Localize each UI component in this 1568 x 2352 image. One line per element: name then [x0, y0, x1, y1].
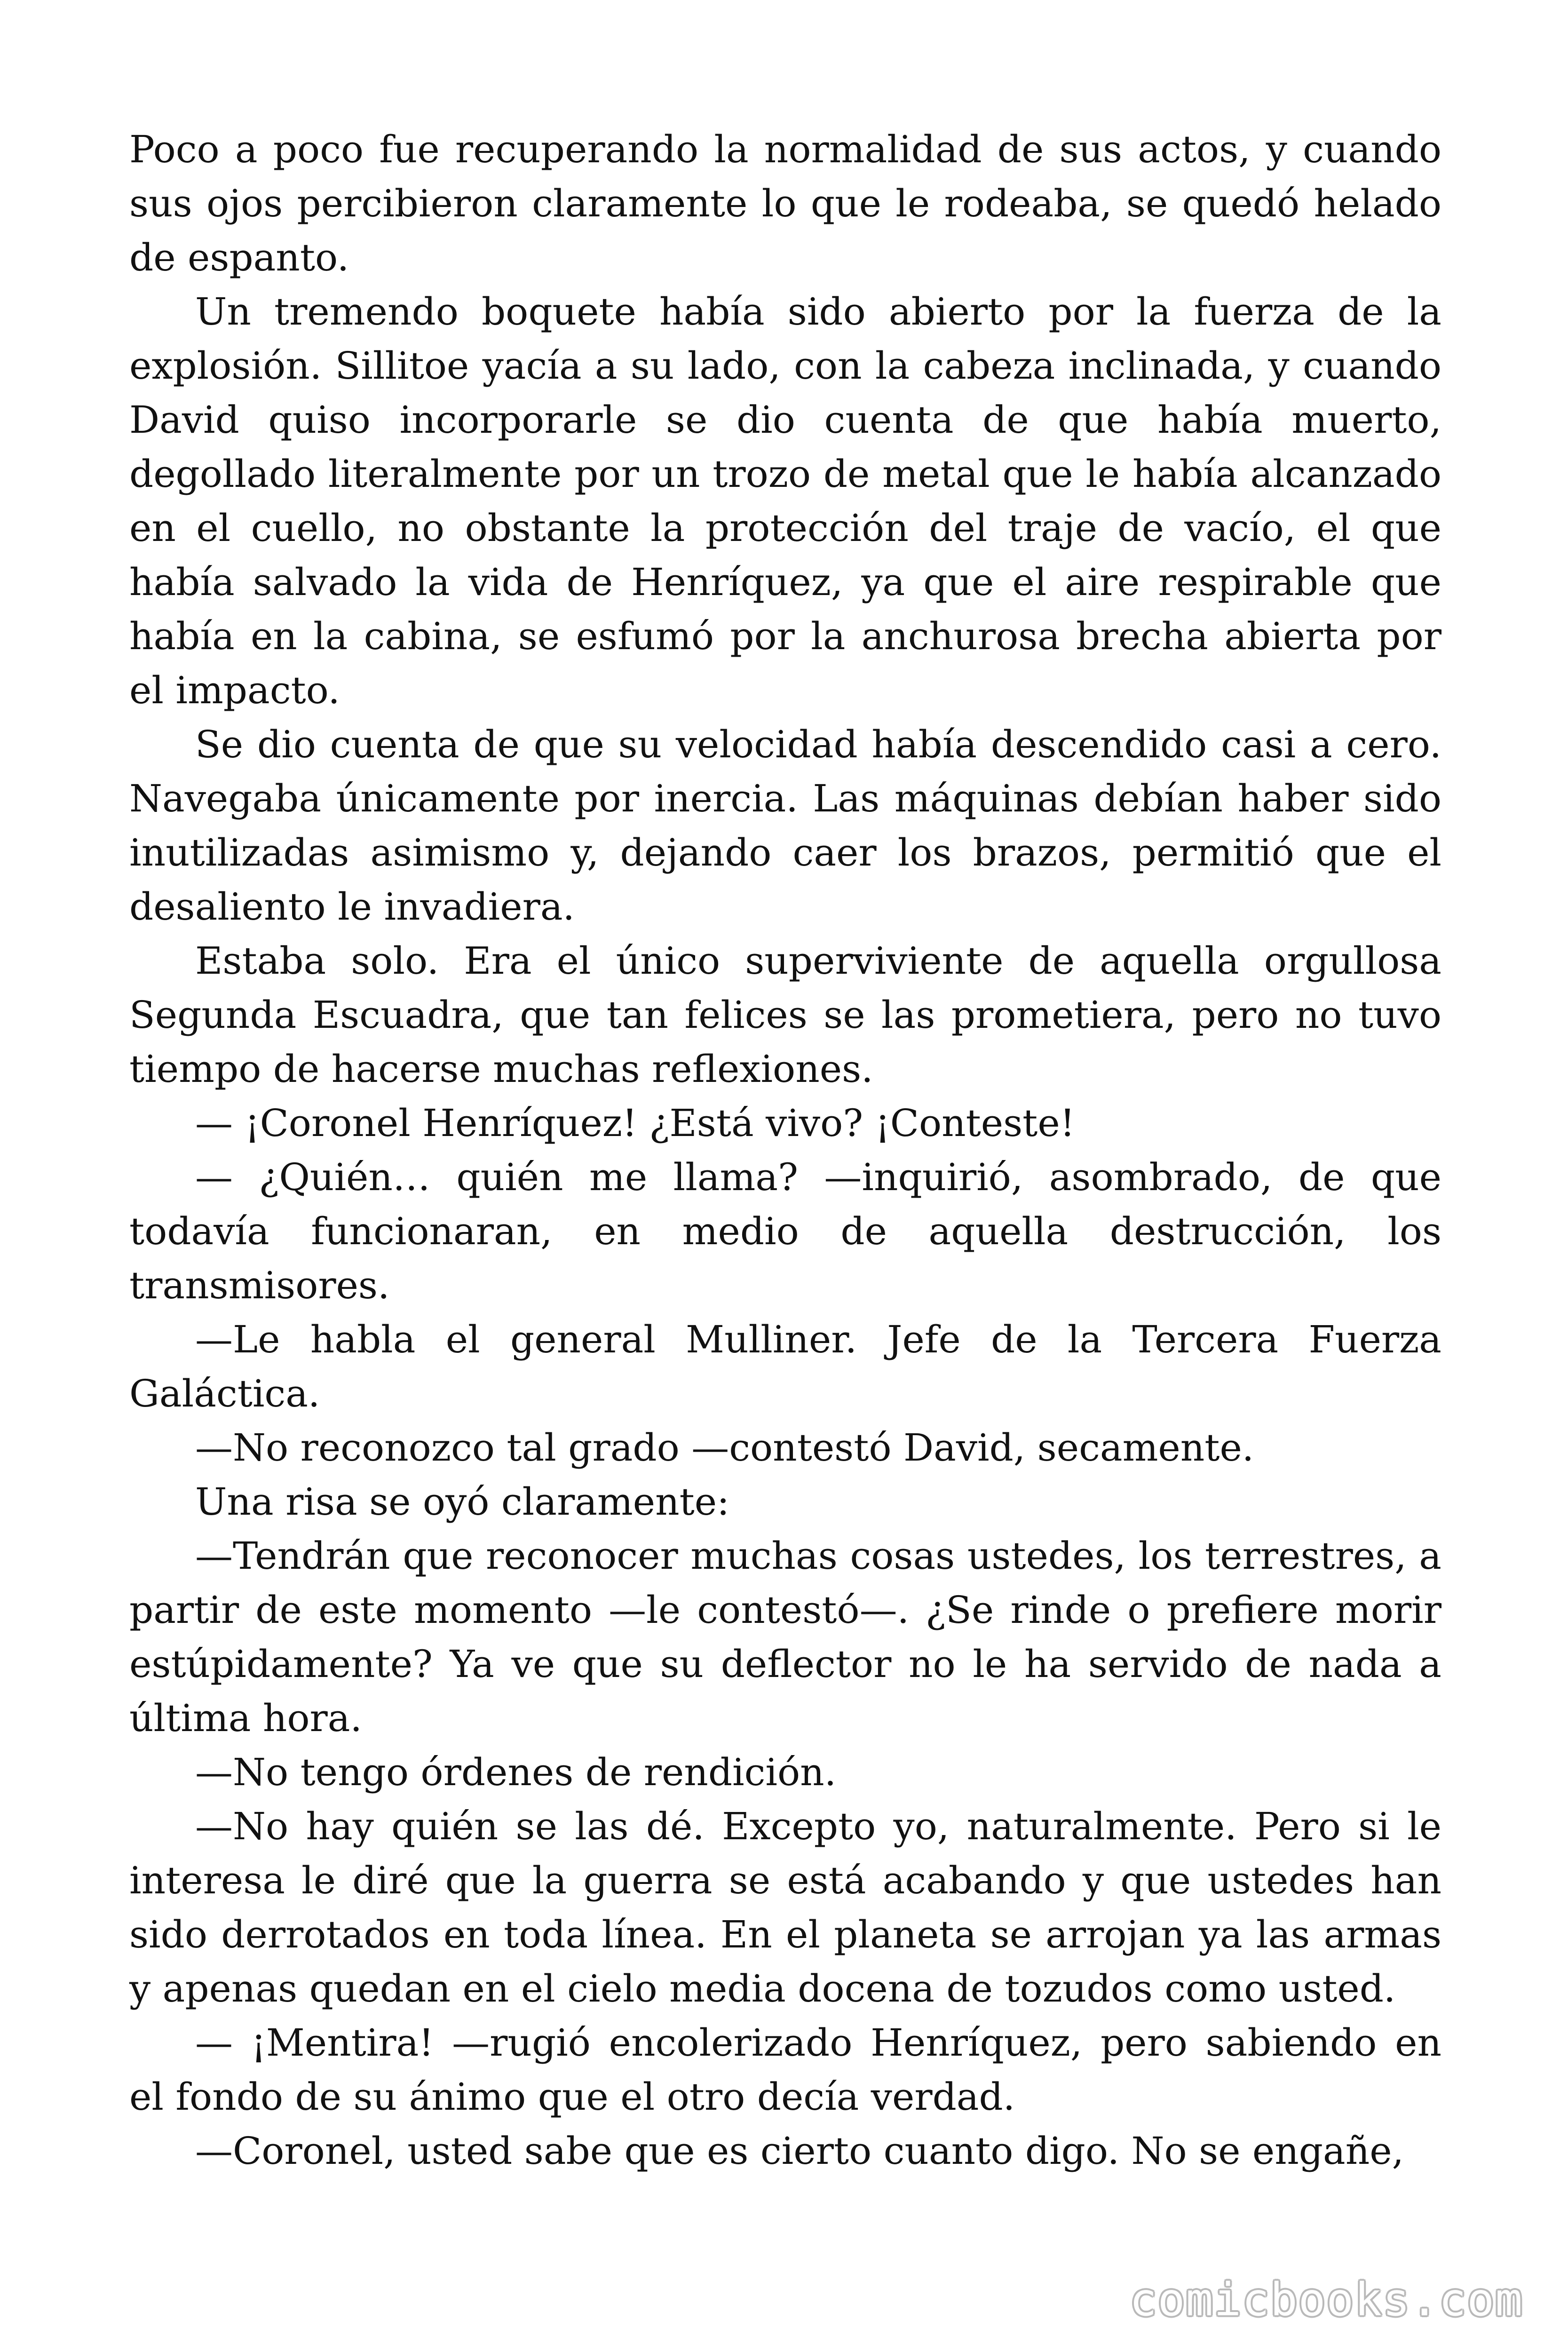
paragraph: —Le habla el general Mulliner. Jefe de la Tercera Fuerza Galáctica. [129, 1318, 1441, 1415]
watermark: comicbooks.com [1129, 2273, 1523, 2326]
paragraph: —No hay quién se las dé. Excepto yo, naturalmente. Pero si le interesa le diré que la guerra se está acabando y que ustedes han sido derrotados en toda línea. En el planeta se arrojan ya las armas y apenas quedan en el cielo media docena de tozudos como usted. [129, 1804, 1441, 2010]
paragraph: — ¿Quién… quién me llama? —inquirió, asombrado, de que todavía funcionaran, en medio de aquella destrucción, los transmisores. [129, 1155, 1441, 1307]
paragraph: Estaba solo. Era el único superviviente de aquella orgullosa Segunda Escuadra, que tan felices se las prometiera, pero no tuvo tiempo de hacerse muchas reflexiones. [129, 939, 1441, 1091]
paragraph: —Tendrán que reconocer muchas cosas ustedes, los terrestres, a partir de este momento —le contestó—. ¿Se rinde o prefiere morir estúpidamente? Ya ve que su deflector no le ha servido de nada a última hora. [129, 1534, 1441, 1740]
paragraph: —No tengo órdenes de rendición. [195, 1750, 837, 1794]
paragraph: Un tremendo boquete había sido abierto por la fuerza de la explosión. Sillitoe yacía a su lado, con la cabeza inclinada, y cuando David quiso incorporarle se dio cuenta de que había muerto, degollado literalmente por un trozo de metal que le había alcanzado en el cuello, no obstante la protección del traje de vacío, el que había salvado la vida de Henríquez, ya que el aire respirable que había en la cabina, se esfumó por la anchurosa brecha abierta por el impacto. [129, 290, 1441, 712]
paragraph: — ¡Mentira! —rugió encolerizado Henríquez, pero sabiendo en el fondo de su ánimo que el otro decía verdad. [129, 2021, 1441, 2119]
paragraph: — ¡Coronel Henríquez! ¿Está vivo? ¡Conteste! [195, 1101, 1075, 1145]
paragraph: —No reconozco tal grado —contestó David, secamente. [195, 1426, 1254, 1470]
paragraph: Se dio cuenta de que su velocidad había descendido casi a cero. Navegaba únicamente por inercia. Las máquinas debían haber sido inutilizadas asimismo y, dejando caer los brazos, permitió que el desaliento le invadiera. [129, 723, 1441, 929]
paragraph: Una risa se oyó claramente: [195, 1480, 730, 1524]
paragraph: —Coronel, usted sabe que es cierto cuanto digo. No se engañe, [195, 2129, 1404, 2173]
paragraph: Poco a poco fue recuperando la normalidad de sus actos, y cuando sus ojos percibieron claramente lo que le rodeaba, se quedó helado de espanto. [129, 127, 1441, 279]
page-text [129, 122, 1441, 2178]
